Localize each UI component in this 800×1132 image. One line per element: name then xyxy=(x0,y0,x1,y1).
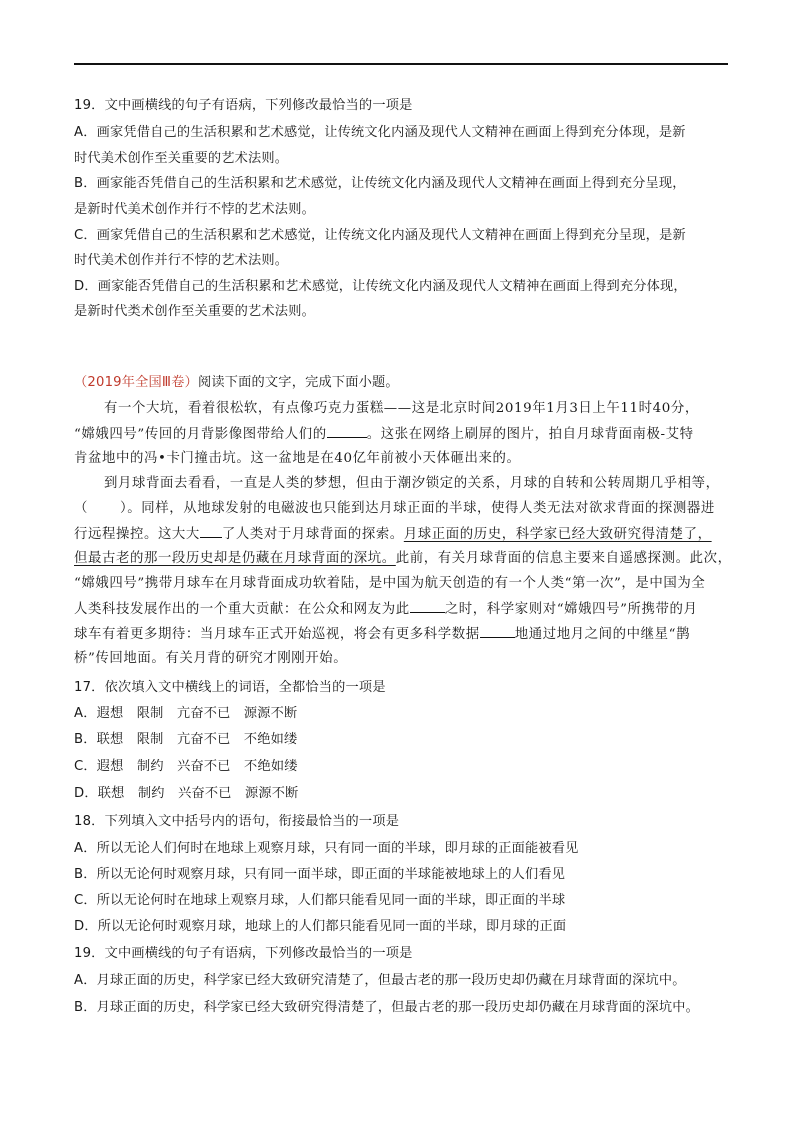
passage-line: “嫦娥四号”携带月球车在月球背面成功软着陆，是中国为航天创造的有一个人类“第一次”，是中国为全 xyxy=(74,576,706,591)
passage-line: 球车有着更多期待：当月球车正式开始巡视，将会有更多科学数据 地通过地月之间的中继星“鹊 xyxy=(74,624,690,645)
option-d: D．所以无论何时观察月球，地球上的人们都只能看见同一面的半球，即月球的正面 xyxy=(74,919,567,934)
option-a: A．所以无论人们何时在地球上观察月球，只有同一面的半球，即月球的正面能被看见 xyxy=(74,841,579,856)
option-d-line1: D．画家能否凭借自己的生活积累和艺术感觉，让传统文化内涵及现代人文精神在画面上得到充分体现， xyxy=(74,279,687,294)
option-c: C．所以无论何时在地球上观察月球，人们都只能看见同一面的半球，即正面的半球 xyxy=(74,893,566,908)
underlined-sentence: 月球正面的历史，科学家已经大致研究得清楚了， xyxy=(403,527,712,542)
option-b: B．月球正面的历史，科学家已经大致研究得清楚了，但最古老的那一段历史却仍藏在月球背面的深坑中。 xyxy=(74,1000,700,1015)
question-stem: 19．文中画横线的句子有语病，下列修改最恰当的一项是 xyxy=(74,946,413,961)
option-d-line2: 是新时代类术创作至关重要的艺术法则。 xyxy=(74,304,315,319)
source-tag: （2019年全国Ⅲ卷） xyxy=(74,375,198,390)
fill-blank xyxy=(480,624,515,638)
option-d: D．联想 制约 兴奋不已 源源不断 xyxy=(74,786,299,801)
option-b: B．联想 限制 亢奋不已 不绝如缕 xyxy=(74,732,298,747)
passage-line: 桥”传回地面。有关月背的研究才刚刚开始。 xyxy=(74,651,348,666)
option-c: C．遐想 制约 兴奋不已 不绝如缕 xyxy=(74,759,298,774)
option-a-line1: A．画家凭借自己的生活积累和艺术感觉，让传统文化内涵及现代人文精神在画面上得到充分体现，是新 xyxy=(74,125,686,140)
question-stem: 17．依次填入文中横线上的词语，全都恰当的一项是 xyxy=(74,680,386,695)
underlined-sentence: 但最古老的那一段历史却是仍藏在月球背面的深坑。 xyxy=(74,551,396,566)
passage-line: 人类科技发展作出的一个重大贡献：在公众和网友为此 之时，科学家则对“嫦娥四号”所携带的月 xyxy=(74,599,698,620)
top-rule xyxy=(74,63,728,65)
passage-line: （ ）。同样，从地球发射的电磁波也只能到达月球正面的半球，使得人类无法对欲求背面的探测器进 xyxy=(74,501,715,516)
option-c-line1: C．画家凭借自己的生活积累和艺术感觉，让传统文化内涵及现代人文精神在画面上得到充分呈现，是新 xyxy=(74,228,686,243)
fill-blank xyxy=(410,599,445,613)
passage-line: 但最古老的那一段历史却是仍藏在月球背面的深坑。此前，有关月球背面的信息主要来自遥感探测。此次， xyxy=(74,551,732,566)
section-header xyxy=(74,373,399,393)
option-a-line2: 时代美术创作至关重要的艺术法则。 xyxy=(74,151,289,166)
option-a: A．遐想 限制 亢奋不已 源源不断 xyxy=(74,706,298,721)
option-b-line1: B．画家能否凭借自己的生活积累和艺术感觉，让传统文化内涵及现代人文精神在画面上得到充分呈现， xyxy=(74,176,686,191)
question-stem: 18．下列填入文中括号内的语句，衔接最恰当的一项是 xyxy=(74,814,400,829)
passage-line: “嫦娥四号”传回的月背影像图带给人们的 。这张在网络上刷屏的图片，拍自月球背面南极-艾特 xyxy=(74,424,694,445)
question-stem: 19．文中画横线的句子有语病，下列修改最恰当的一项是 xyxy=(74,98,413,113)
option-b-line2: 是新时代美术创作并行不悖的艺术法则。 xyxy=(74,202,315,217)
passage-line: 肯盆地中的冯•卡门撞击坑。这一盆地是在40亿年前被小天体砸出来的。 xyxy=(74,451,521,466)
section-intro: 阅读下面的文字，完成下面小题。 xyxy=(197,375,399,390)
passage-line: 行远程操控。这大大 了人类对于月球背面的探索。月球正面的历史，科学家已经大致研究得清楚了， xyxy=(74,524,712,545)
fill-blank xyxy=(200,524,222,538)
fill-blank xyxy=(327,424,367,438)
option-a: A．月球正面的历史，科学家已经大致研究清楚了，但最古老的那一段历史却仍藏在月球背面的深坑中。 xyxy=(74,973,686,988)
passage-line: 有一个大坑，看着很松软，有点像巧克力蛋糕——这是北京时间2019年1月3日上午11时40分， xyxy=(104,401,699,416)
option-b: B．所以无论何时观察月球，只有同一面半球，即正面的半球能被地球上的人们看见 xyxy=(74,867,566,882)
passage-line: 到月球背面去看看，一直是人类的梦想，但由于潮汐锁定的关系，月球的自转和公转周期几乎相等， xyxy=(104,476,720,491)
option-c-line2: 时代美术创作并行不悖的艺术法则。 xyxy=(74,253,289,268)
